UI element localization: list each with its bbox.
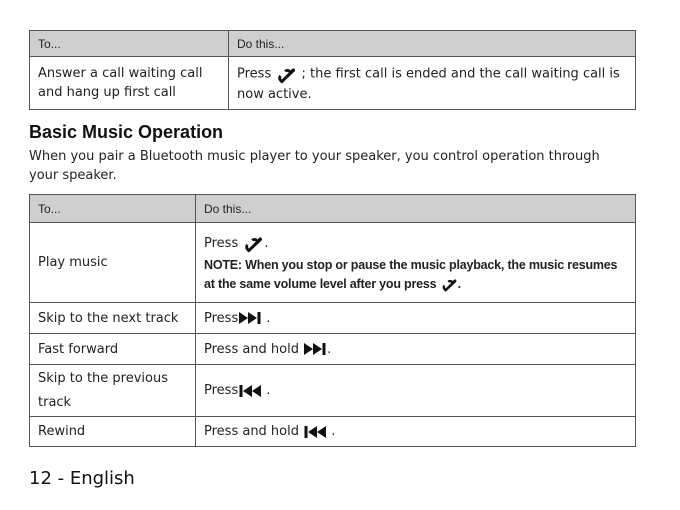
rewind-do-cell <box>196 417 636 447</box>
phone-handset-icon <box>440 275 458 293</box>
skip-prev-to-line1: Skip to the previous <box>38 370 169 386</box>
table-row <box>30 417 636 447</box>
row-do-cell <box>229 57 636 110</box>
action-text: Press and hold <box>204 424 299 439</box>
section-title: Basic Music Operation <box>29 122 224 142</box>
table-row <box>30 303 636 334</box>
row-to-line2: and hang up first call <box>38 85 176 100</box>
dot: . <box>327 341 332 357</box>
header-do: Do this... <box>229 31 636 57</box>
page-footer: 12 - English <box>29 468 135 489</box>
note-line2 <box>204 275 627 294</box>
dot: . <box>457 276 461 291</box>
rewind-to-cell: Rewind <box>30 417 196 447</box>
music-table-header <box>30 195 636 223</box>
skip-prev-do-cell <box>196 365 636 417</box>
row-do-line1 <box>237 63 627 85</box>
row-to-cell <box>30 57 229 110</box>
play-do-cell <box>196 223 636 303</box>
music-table <box>29 194 636 447</box>
call-table-header <box>30 31 636 57</box>
phone-handset-icon <box>242 232 264 254</box>
intro-line1: When you pair a Bluetooth music player to your speaker, you control operation through <box>29 149 600 164</box>
row-do-rest1: ; the first call is ended and the call waiting call is <box>301 66 620 81</box>
phone-handset-icon <box>275 63 297 85</box>
skip-prev-to-line2: track <box>38 394 72 410</box>
dot: . <box>266 310 271 326</box>
play-note <box>204 256 627 294</box>
dot: . <box>266 383 271 398</box>
action-text: Press and hold <box>204 341 299 357</box>
action-text: Press <box>204 310 239 326</box>
table-row <box>30 223 636 303</box>
row-do-line2: now active. <box>237 86 312 102</box>
note-text2: at the same volume level after you press <box>204 276 437 291</box>
header-to: To... <box>30 195 196 223</box>
header-do: Do this... <box>196 195 636 223</box>
fast-forward-do-cell <box>196 334 636 365</box>
action-text: Press <box>204 383 239 398</box>
table-row <box>30 57 636 110</box>
row-to-line1: Answer a call waiting call <box>38 66 203 81</box>
dot: . <box>264 235 269 251</box>
note-label: NOTE: <box>204 257 242 272</box>
header-to: To... <box>30 31 229 57</box>
table-row <box>30 365 636 417</box>
skip-next-icon <box>238 311 262 325</box>
skip-prev-to-cell <box>30 365 196 417</box>
note-text1: When you stop or pause the music playback, the music resumes <box>245 257 618 272</box>
table-row <box>30 334 636 365</box>
section-intro <box>29 147 639 185</box>
play-press-line <box>204 232 627 256</box>
skip-next-to-cell: Skip to the next track <box>30 303 196 334</box>
skip-previous-icon <box>303 425 327 439</box>
note-line1 <box>204 256 627 275</box>
call-table <box>29 30 636 110</box>
play-to-cell: Play music <box>30 223 196 303</box>
dot: . <box>331 424 336 439</box>
skip-next-do-cell <box>196 303 636 334</box>
press-text: Press <box>204 235 239 251</box>
fast-forward-to-cell: Fast forward <box>30 334 196 365</box>
skip-next-icon <box>303 342 327 356</box>
skip-previous-icon <box>238 384 262 398</box>
intro-line2: your speaker. <box>29 168 117 183</box>
press-text: Press <box>237 66 272 81</box>
